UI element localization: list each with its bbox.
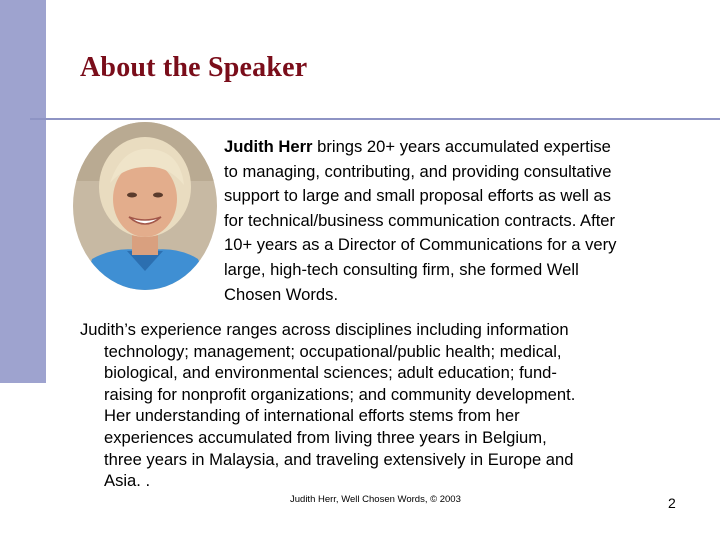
- side-accent-bar: [0, 0, 46, 383]
- bio-line: Chosen Words.: [224, 284, 339, 304]
- slide-title: About the Speaker: [80, 52, 308, 83]
- experience-line: three years in Malaysia, and traveling extensively in Europe and: [104, 449, 574, 469]
- speaker-portrait: [72, 121, 218, 291]
- bio-line: for technical/business communication contracts. After: [224, 210, 616, 230]
- page-number: 2: [668, 495, 676, 511]
- experience-line: Judith’s experience ranges across disciplines including information: [80, 320, 569, 339]
- bio-line: support to large and small proposal efforts as well as: [224, 186, 612, 206]
- bio-line: large, high-tech consulting firm, she formed Well: [224, 259, 579, 279]
- slide-footer: Judith Herr, Well Chosen Words, © 2003: [290, 494, 461, 505]
- experience-line: raising for nonprofit organizations; and community development.: [104, 384, 576, 404]
- title-divider: [30, 118, 720, 120]
- experience-line: technology; management; occupational/public health; medical,: [104, 341, 562, 361]
- bio-line: 10+ years as a Director of Communications for a very: [224, 235, 617, 255]
- experience-line: Asia. .: [104, 471, 151, 491]
- bio-line: to managing, contributing, and providing consultative: [224, 161, 612, 181]
- experience-line: Her understanding of international efforts stems from her: [104, 406, 520, 426]
- experience-line: biological, and environmental sciences; adult education; fund-: [104, 363, 557, 383]
- experience-line: experiences accumulated from living three years in Belgium,: [104, 427, 547, 447]
- experience-paragraph: [80, 319, 700, 492]
- bio-first-line-rest: brings 20+ years accumulated expertise: [312, 137, 611, 156]
- speaker-bio: [224, 135, 704, 307]
- speaker-name: Judith Herr: [224, 137, 313, 156]
- bio-first-line: [224, 135, 704, 160]
